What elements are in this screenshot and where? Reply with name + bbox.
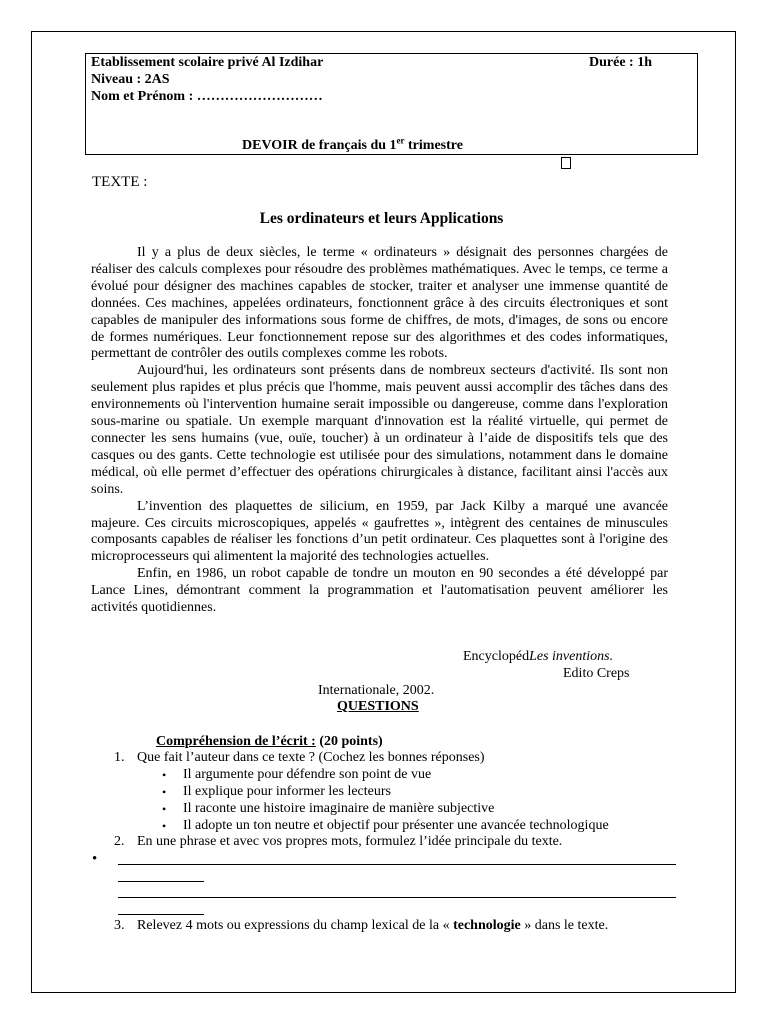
comprehension-section-title bbox=[156, 734, 383, 751]
article-paragraph-1: Il y a plus de deux siècles, le terme « ordinateurs » désignait des personnes chargées de réaliser des calculs complexes pour résoudre des problèmes mathématiques. Avec le temps, ce terme a évolué pour désigner des machines capables de stocker, traiter et analyser une immense quantité de données. Ces machines, appelées ordinateurs, fonctionnent grâce à des circuits électroniques et sont capables de manipuler des informations sous forme de chiffres, de mots, d'images, de sons ou encore de formes numériques. Leur fonctionnement repose sur des algorithmes et des codes informatiques, permettant de contrôler des outils complexes comme les robots. bbox=[91, 245, 668, 362]
source-reference bbox=[463, 649, 613, 666]
bullet-icon: • bbox=[162, 768, 167, 782]
exam-title-main: DEVOIR de français du 1 bbox=[242, 138, 397, 153]
bullet-icon: • bbox=[92, 851, 98, 867]
article-paragraph-2: Aujourd'hui, les ordinateurs sont présents dans de nombreux secteurs d'activité. Ils sont non seulement plus rapides et plus précis que l'homme, mais peuvent aussi accomplir des tâches dans des environnements où l'intervention humaine serait impossible ou dangereuse, comme dans l'exploration sous-marine ou spatiale. Un exemple marquant d'innovation est la réalité virtuelle, qui permet de connecter les sens humains (vue, ouïe, toucher) à un ordinateur à l’aide de dispositifs tels que des casques ou des gants. Cette technologie est utilisée pour des simulations, notamment dans le domaine médical, où elle permet d’effectuer des opérations chirurgicales à distance, facilitant ainsi l'accès aux soins. bbox=[91, 363, 668, 497]
questions-heading bbox=[337, 699, 419, 716]
question-3-after: » dans le texte. bbox=[520, 918, 609, 933]
exam-duration: Durée : 1h bbox=[589, 55, 652, 70]
source-publisher: Internationale, 2002. bbox=[318, 683, 435, 698]
student-name-line: Nom et Prénom : ……………………… bbox=[91, 89, 323, 104]
q1-option-4[interactable]: Il adopte un ton neutre et objectif pour présenter une avancée technologique bbox=[183, 818, 609, 833]
bullet-icon: • bbox=[162, 819, 167, 833]
comprehension-points: (20 points) bbox=[315, 734, 383, 749]
question-3-number: 3. bbox=[114, 918, 125, 933]
answer-line-3[interactable] bbox=[118, 897, 676, 898]
article-title: Les ordinateurs et leurs Applications bbox=[259, 210, 504, 227]
exam-title-superscript: er bbox=[396, 135, 405, 146]
question-2-number: 2. bbox=[114, 834, 125, 849]
text-section-label: TEXTE : bbox=[92, 174, 148, 190]
question-3-before: Relevez 4 mots ou expressions du champ lexical de la « bbox=[137, 918, 454, 933]
article-paragraph-4: Enfin, en 1986, un robot capable de tondre un mouton en 90 secondes a été développé par Lance Lines, démontrant comment la programmation et l'automatisation peuvent améliorer les activités quotidiennes. bbox=[91, 566, 668, 616]
bullet-icon: • bbox=[162, 785, 167, 799]
answer-line-4[interactable] bbox=[118, 914, 204, 915]
question-1-number: 1. bbox=[114, 750, 125, 765]
question-2-text: En une phrase et avec vos propres mots, formulez l’idée principale du texte. bbox=[137, 834, 563, 849]
source-part-b: Les inventions. bbox=[529, 649, 614, 664]
exam-title bbox=[242, 135, 463, 154]
source-part-a: Encyclopéd bbox=[463, 649, 530, 664]
question-1-text: Que fait l’auteur dans ce texte ? (Cochez les bonnes réponses) bbox=[137, 750, 485, 765]
q1-option-1[interactable]: Il argumente pour défendre son point de vue bbox=[183, 767, 432, 782]
answer-line-1[interactable] bbox=[118, 864, 676, 865]
answer-line-2[interactable] bbox=[118, 881, 204, 882]
article-paragraph-3: L’invention des plaquettes de silicium, en 1959, par Jack Kilby a marqué une avancée majeure. Ces circuits microscopiques, appelés « gaufrettes », intègrent des centaines de minuscules composants capables de réaliser les fonctions d’un petit ordinateur. Ces plaquettes sont à l'origine des microprocesseurs qui alimentent la majorité des technologies actuelles. bbox=[91, 498, 668, 565]
exam-title-end: trimestre bbox=[404, 138, 463, 153]
q1-option-2[interactable]: Il explique pour informer les lecteurs bbox=[183, 784, 391, 799]
question-3-keyword: technologie bbox=[453, 918, 521, 933]
source-author: Edito Creps bbox=[563, 666, 630, 681]
school-name: Etablissement scolaire privé Al Izdihar bbox=[91, 55, 324, 70]
question-3-text bbox=[137, 918, 608, 935]
bullet-icon: • bbox=[162, 802, 167, 816]
missing-glyph-icon bbox=[561, 157, 571, 169]
q1-option-3[interactable]: Il raconte une histoire imaginaire de manière subjective bbox=[183, 801, 495, 816]
questions-heading-text: QUESTIONS bbox=[337, 699, 419, 714]
student-level: Niveau : 2AS bbox=[91, 72, 170, 87]
comprehension-title-text: Compréhension de l’écrit : bbox=[156, 734, 316, 749]
article-body bbox=[91, 245, 668, 617]
